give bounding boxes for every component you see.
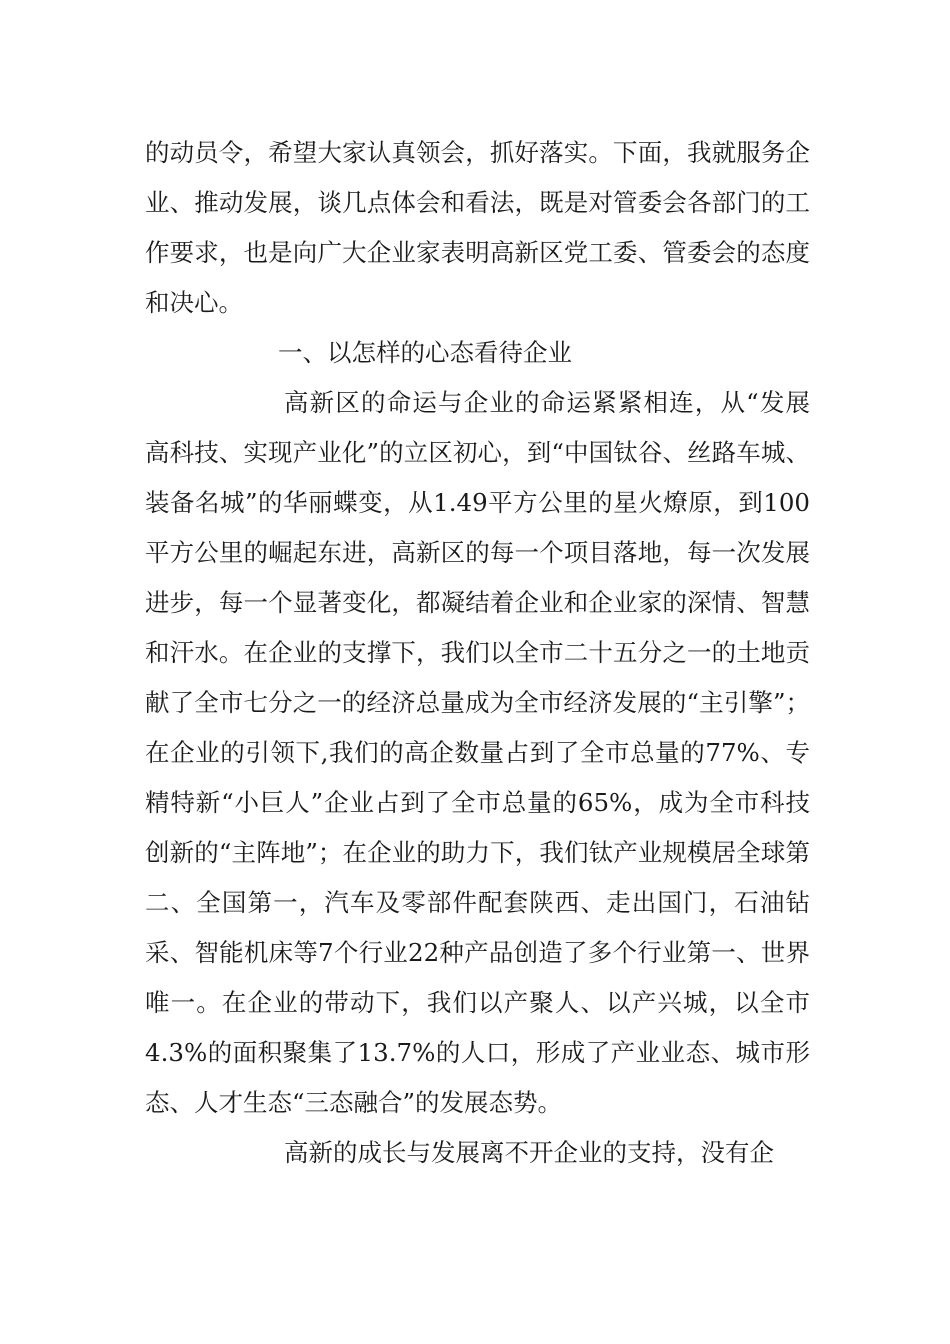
section-heading: 一、以怎样的心态看待企业 [278, 338, 572, 367]
paragraph-intro: 的动员令，希望大家认真领会，抓好落实。下面，我就服务企业、推动发展，谈几点体会和看法，既是对管委会各部门的工作要求，也是向广大企业家表明高新区党工委、管委会的态度和决心。 [145, 138, 810, 317]
paragraph-enterprise-fate: 高新区的命运与企业的命运紧紧相连，从“发展高科技、实现产业化”的立区初心，到“中国钛谷、丝路车城、装备名城”的华丽蝶变，从1.49平方公里的星火燎原，到100平方公里的崛起东进，高新区的每一个项目落地，每一次发展进步，每一个显著变化，都凝结着企业和企业家的深情、智慧和汗水。在企业的支撑下，我们以全市二十五分之一的土地贡献了全市七分之一的经济总量成为全市经济发展的“主引擎”；在企业的引领下,我们的高企数量占到了全市总量的77%、专精特新“小巨人”企业占到了全市总量的65%，成为全市科技创新的“主阵地”；在企业的助力下，我们钛产业规模居全球第二、全国第一，汽车及零部件配套陕西、走出国门，石油钻采、智能机床等7个行业22种产品创造了多个行业第一、世界唯一。在企业的带动下，我们以产聚人、以产兴城，以全市4.3%的面积聚集了13.7%的人口，形成了产业业态、城市形态、人才生态“三态融合”的发展态势。 [145, 388, 810, 1117]
paragraph-growth-support: 高新的成长与发展离不开企业的支持，没有企 [284, 1138, 774, 1167]
document-body [145, 128, 810, 1178]
